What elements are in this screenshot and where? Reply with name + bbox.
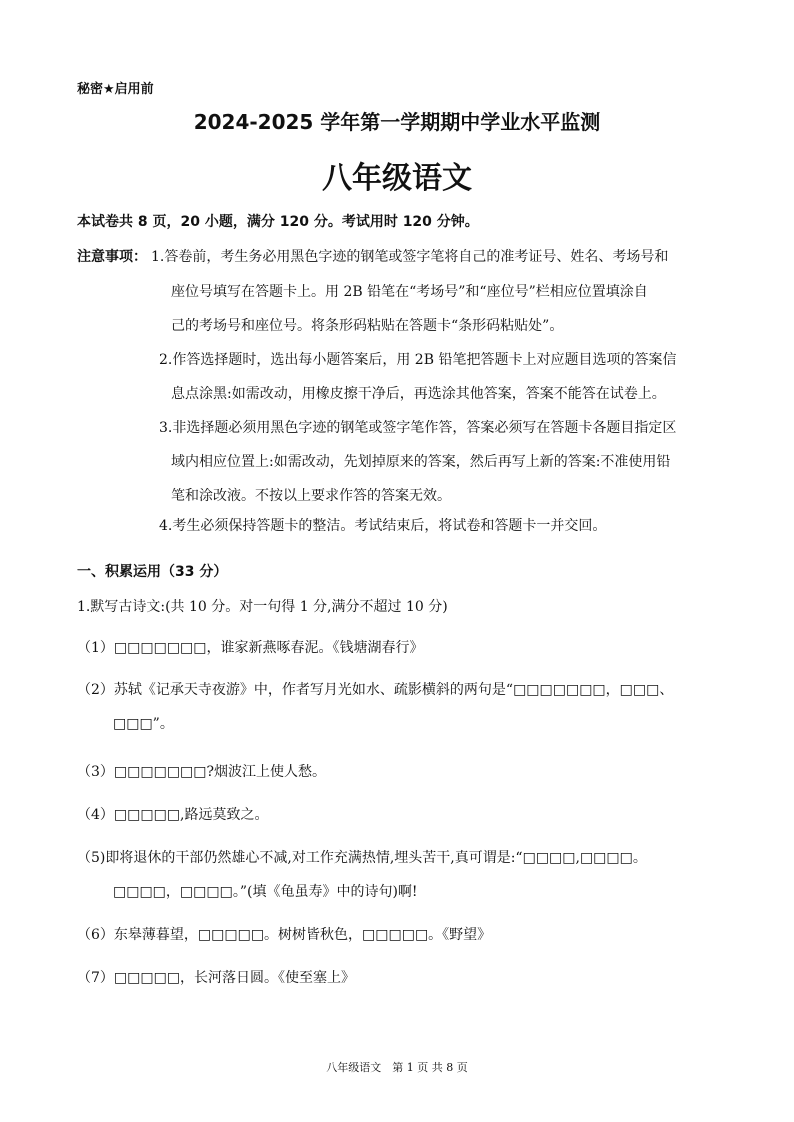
- question-item: （6）东皋薄暮望，□□□□□。树树皆秋色，□□□□□。《野望》: [77, 927, 492, 943]
- page-footer: 八年级语文 第 1 页 共 8 页: [326, 1061, 468, 1074]
- exam-title: 2024-2025 学年第一学期期中学业水平监测: [193, 110, 601, 134]
- exam-intro: 本试卷共 8 页，20 小题，满分 120 分。考试用时 120 分钟。: [77, 214, 479, 230]
- question-item-continued: □□□”。: [113, 716, 174, 732]
- note-line: 座位号填写在答题卡上。用 2B 铅笔在“考场号”和“座位号”栏相应位置填涂自: [171, 284, 648, 300]
- question-intro: 1.默写古诗文:(共 10 分。对一句得 1 分,满分不超过 10 分): [77, 599, 448, 615]
- confidential-label: 秘密★启用前: [77, 82, 154, 97]
- note-line: 域内相应位置上:如需改动，先划掉原来的答案，然后再写上新的答案:不准使用铅: [171, 454, 671, 470]
- subject-title: 八年级语文: [322, 161, 472, 196]
- notes-label: 注意事项：: [77, 249, 147, 265]
- question-item: （3）□□□□□□□?烟波江上使人愁。: [77, 764, 327, 780]
- question-item: （5)即将退休的干部仍然雄心不减,对工作充满热情,埋头苦干,真可谓是:“□□□□,□□□□。: [77, 850, 647, 866]
- question-item: （2）苏轼《记承天寺夜游》中，作者写月光如水、疏影横斜的两句是“□□□□□□□，□□□、: [77, 682, 674, 698]
- question-item: （4）□□□□□,路远莫致之。: [77, 807, 269, 823]
- note-line: 3.非选择题必须用黑色字迹的钢笔或签字笔作答，答案必须写在答题卡各题目指定区: [159, 420, 677, 436]
- question-item: （1）□□□□□□□，谁家新燕啄春泥。《钱塘湖春行》: [77, 640, 424, 656]
- question-item: （7）□□□□□，长河落日圆。《使至塞上》: [77, 970, 356, 986]
- question-item-continued: □□□□，□□□□。”(填《龟虽寿》中的诗句)啊!: [113, 884, 418, 900]
- note-line: 1.答卷前，考生务必用黑色字迹的钢笔或签字笔将自己的准考证号、姓名、考场号和: [151, 249, 669, 265]
- note-line: 4.考生必须保持答题卡的整洁。考试结束后，将试卷和答题卡一并交回。: [159, 518, 607, 534]
- note-line: 息点涂黑:如需改动，用橡皮擦干净后，再选涂其他答案，答案不能答在试卷上。: [171, 386, 666, 402]
- note-line: 己的考场号和座位号。将条形码粘贴在答题卡“条形码粘贴处”。: [171, 318, 564, 334]
- section-title: 一、积累运用（33 分）: [77, 564, 228, 580]
- note-line: 笔和涂改液。不按以上要求作答的答案无效。: [171, 488, 451, 504]
- note-line: 2.作答选择题时，选出每小题答案后，用 2B 铅笔把答题卡上对应题目选项的答案信: [159, 352, 677, 368]
